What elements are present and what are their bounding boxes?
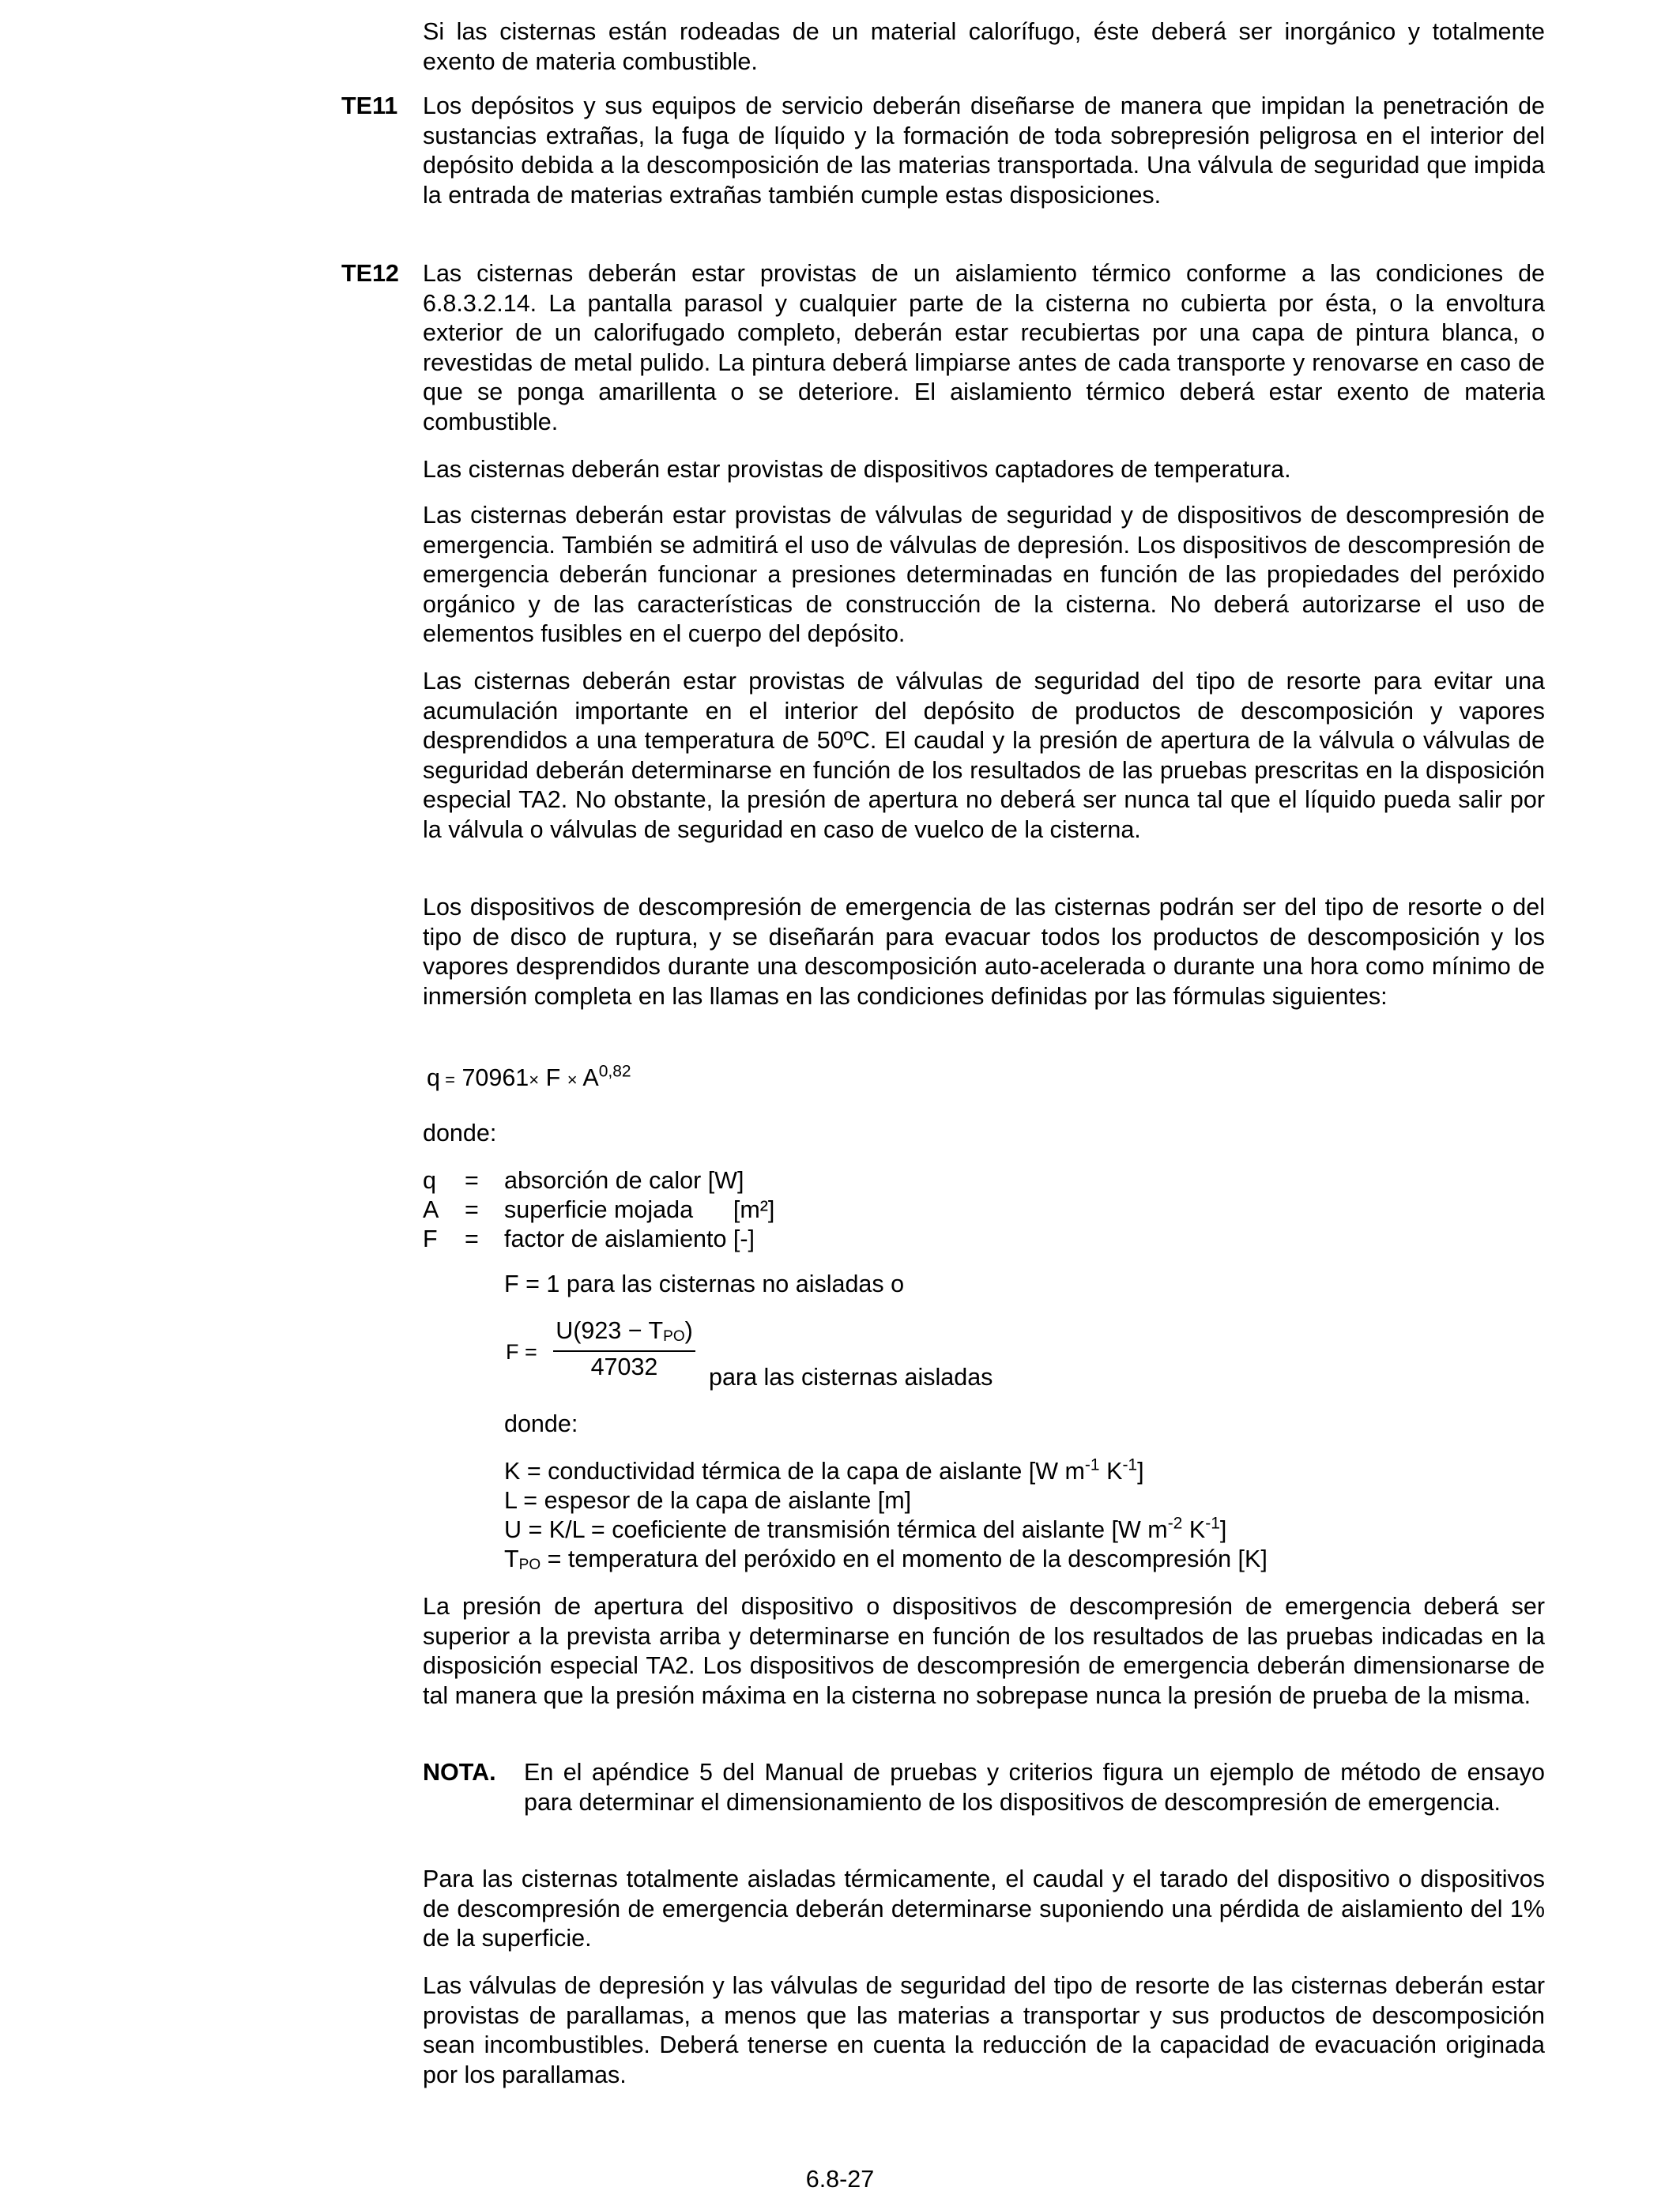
variable-definition: factor de aislamiento [-]: [504, 1226, 755, 1252]
paragraph-te12: Las cisternas deberán estar provistas de un aislamiento térmico conforme a las condiciones de 6.8.3.2.14. La pantalla parasol y cualquier parte de la cisterna no cubierta por ésta, o la envoltura exterior de un calorifugado completo, deberán estar recubiertas por una capa de pintura blanca, o revestidas de metal pulido. La pintura deberá limpiarse antes de cada transporte y renovarse en caso de que se ponga amarillenta o se deteriore. El aislamiento térmico deberá estar exento de materia combustible.: [423, 260, 1545, 435]
formula-f-lhs: F =: [506, 1340, 537, 1364]
formula-q: q = 70961× F × A$^{0,82}$: [427, 1062, 631, 1091]
paragraph-presion-apertura: La presión de apertura del dispositivo o dispositivos de descompresión de emergencia deberá ser superior a la prevista arriba y determinarse en función de los resultados de las pruebas indicadas en la disposición especial TA2. Los dispositivos de descompresión de emergencia deberán dimensionarse de tal manera que la presión máxima en la cisterna no sobrepase nunca la presión de prueba de la misma.: [423, 1593, 1545, 1709]
variable-symbol: q: [423, 1167, 436, 1194]
code-te12: TE12: [341, 260, 399, 287]
definition-u: U = K/L = coeficiente de transmisión térmica del aislante [W $m^{-2}$ $K^{-1}$]: [504, 1514, 1227, 1543]
paragraph-calorifugo: Si las cisternas están rodeadas de un material calorífugo, éste deberá ser inorgánico y totalmente exento de materia combustible.: [423, 18, 1545, 75]
paragraph-depresion: Las válvulas de depresión y las válvulas de seguridad del tipo de resorte de las cisternas deberán estar provistas de parallamas, a menos que las materias a transportar y sus productos de descomposición sean incombustibles. Deberá tenerse en cuenta la reducción de la capacidad de evacuación originada por los parallamas.: [423, 1972, 1545, 2088]
definition-l: L = espesor de la capa de aislante [m]: [504, 1487, 912, 1514]
formula-f-condition: para las cisternas aisladas: [709, 1364, 993, 1391]
code-te11: TE11: [341, 92, 398, 119]
definition-k: K = conductividad térmica de la capa de aislante [W $m^{-1}$ $K^{-1}$]: [504, 1455, 1144, 1485]
nota-text: En el apéndice 5 del Manual de pruebas y criterios figura un ejemplo de método de ensayo para determinar el dimensionamiento de los dispositivos de descompresión de emergencia.: [524, 1759, 1545, 1816]
fraction-denominator: 47032: [590, 1354, 658, 1380]
formula-f-no-aisladas: F = 1 para las cisternas no aisladas o: [504, 1271, 905, 1297]
paragraph-captadores: Las cisternas deberán estar provistas de dispositivos captadores de temperatura.: [423, 456, 1291, 483]
fraction-bar: [553, 1350, 695, 1352]
paragraph-resorte: Las cisternas deberán estar provistas de válvulas de seguridad del tipo de resorte para evitar una acumulación importante en el interior del depósito de productos de descomposición y vapores desprendidos a una temperatura de 50ºC. El caudal y la presión de apertura de la válvula o válvulas de seguridad deberán determinarse en función de los resultados de las pruebas prescritas en la disposición especial TA2. No obstante, la presión de apertura no deberá ser nunca tal que el líquido pueda salir por la válvula o válvulas de seguridad en caso de vuelco de la cisterna.: [423, 668, 1545, 843]
nota-label: NOTA.: [423, 1759, 496, 1786]
paragraph-dispositivos-descompresion: Los dispositivos de descompresión de emergencia de las cisternas podrán ser del tipo de resorte o del tipo de disco de ruptura, y se diseñarán para evacuar todos los productos de descomposición y los vapores desprendidos durante una descomposición auto-acelerada o durante una hora como mínimo de inmersión completa en las llamas en las condiciones definidas por las fórmulas siguientes:: [423, 894, 1545, 1010]
fraction-numerator: $U(923 - T_{PO})$: [556, 1317, 693, 1345]
variable-equals: =: [465, 1226, 479, 1252]
variable-symbol: F: [423, 1226, 438, 1252]
donde-label: donde:: [504, 1410, 578, 1437]
paragraph-aisladas: Para las cisternas totalmente aisladas térmicamente, el caudal y el tarado del dispositivo o dispositivos de descompresión de emergencia deberán determinarse suponiendo una pérdida de aislamiento del 1% de la superficie.: [423, 1866, 1545, 1952]
page-number: 6.8-27: [805, 2166, 875, 2193]
paragraph-valvulas-seguridad: Las cisternas deberán estar provistas de válvulas de seguridad y de dispositivos de descompresión de emergencia. También se admitirá el uso de válvulas de depresión. Los dispositivos de descompresión de emergencia deberán funcionar a presiones determinadas en función de las propiedades del peróxido orgánico y de las características de construcción de la cisterna. No deberá autorizarse el uso de elementos fusibles en el cuerpo del depósito.: [423, 502, 1545, 648]
variable-definition: absorción de calor [W]: [504, 1167, 744, 1194]
variable-definition: superficie mojada [m²]: [504, 1196, 775, 1223]
variable-equals: =: [465, 1167, 479, 1194]
variable-symbol: A: [423, 1196, 439, 1223]
paragraph-te11: Los depósitos y sus equipos de servicio deberán diseñarse de manera que impidan la penetración de sustancias extrañas, la fuga de líquido y la formación de toda sobrepresión peligrosa en el interior del depósito debida a la descomposición de las materias transportada. Una válvula de seguridad que impida la entrada de materias extrañas también cumple estas disposiciones.: [423, 92, 1545, 209]
donde-label: donde:: [423, 1120, 497, 1146]
variable-equals: =: [465, 1196, 479, 1223]
definition-tpo: $T_{PO}$ = temperatura del peróxido en el momento de la descompresión [K]: [504, 1546, 1268, 1573]
